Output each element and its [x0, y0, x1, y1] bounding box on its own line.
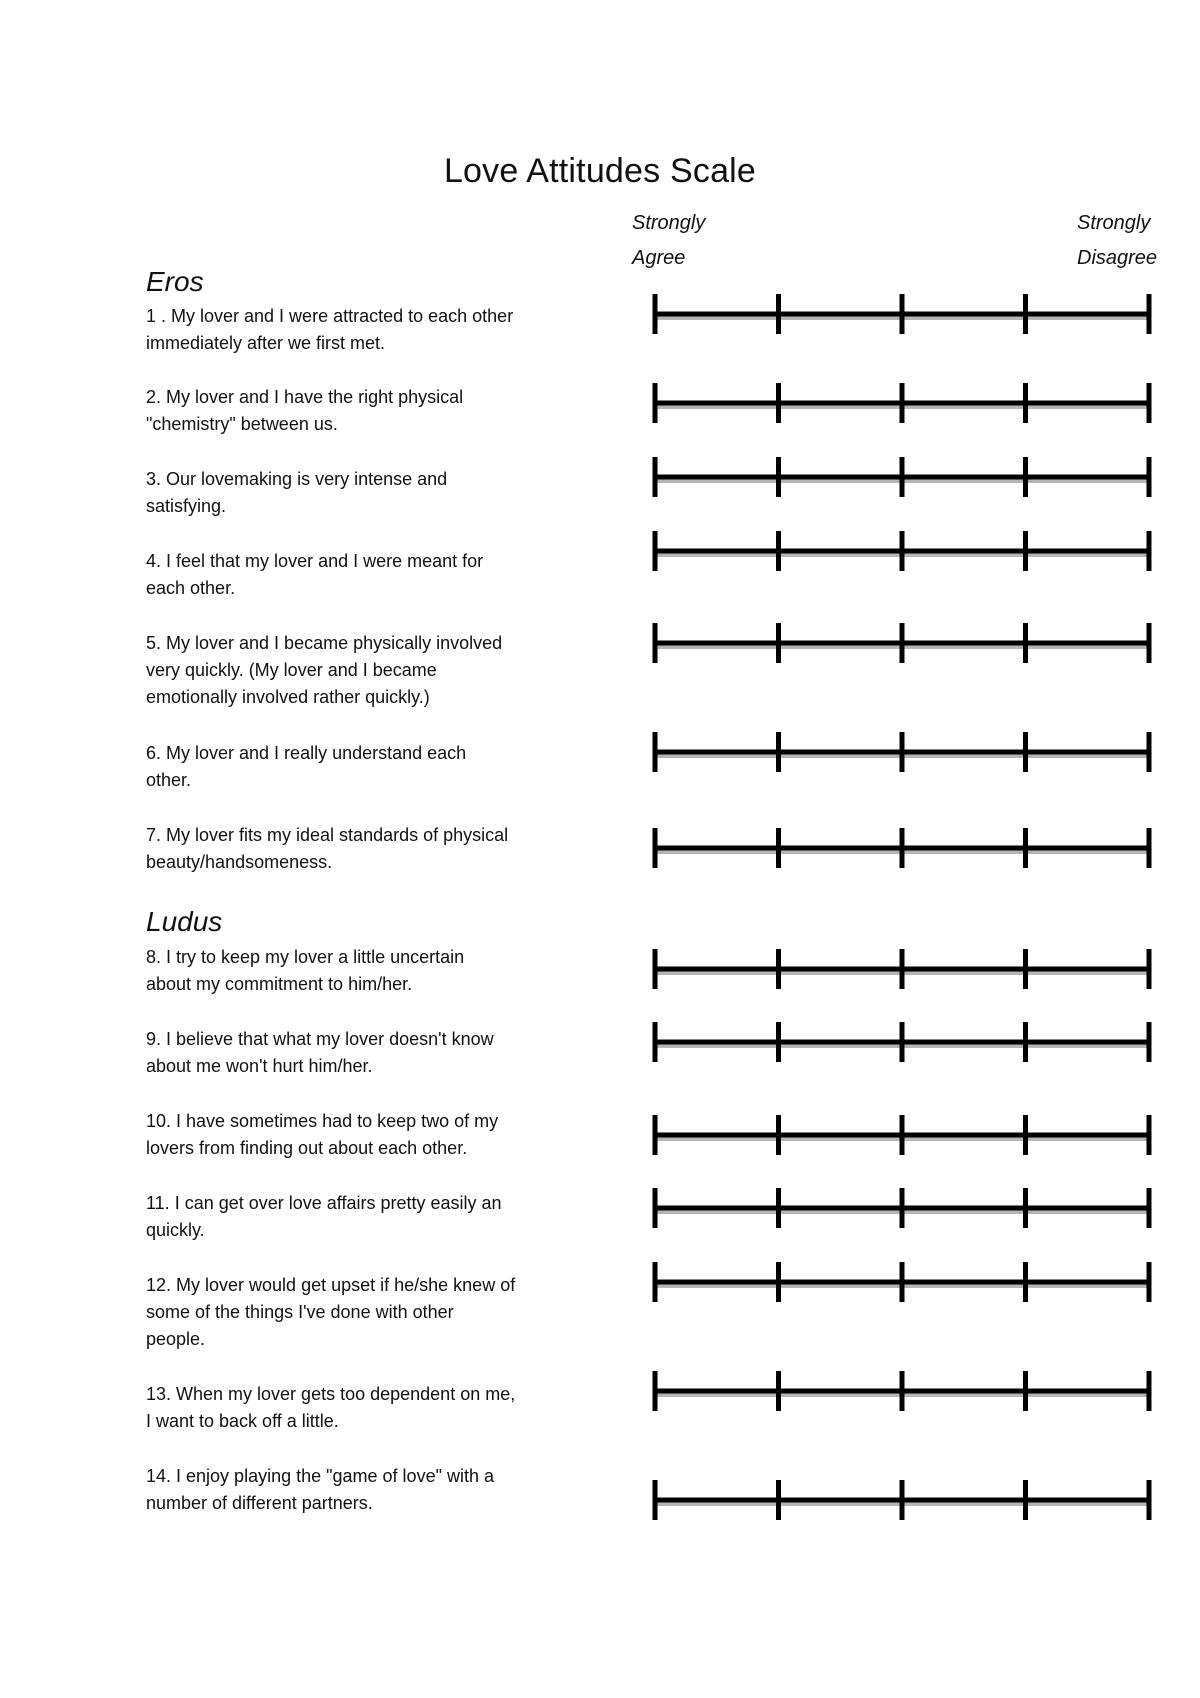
item-6-text: 6. My lover and I really understand each other.	[146, 743, 467, 790]
page-title: Love Attitudes Scale	[443, 152, 757, 190]
scale-graphic	[651, 947, 1153, 991]
item-9-text: 9. I believe that what my lover doesn't know about me won't hurt him/her.	[146, 1029, 494, 1076]
item-12-text: 12. My lover would get upset if he/she knew of some of the things I've done with other people.	[146, 1275, 516, 1349]
item-2-text: 2. My lover and I have the right physical "chemistry" between us.	[146, 387, 464, 434]
item-4-text: 4. I feel that my lover and I were meant for each other.	[146, 551, 484, 598]
rating-scale-6[interactable]	[651, 730, 1153, 774]
item-5-text: 5. My lover and I became physically involved very quickly. (My lover and I became emotionally involved rather quickly.)	[146, 633, 503, 707]
rating-scale-11[interactable]	[651, 1186, 1153, 1230]
scale-graphic	[651, 826, 1153, 870]
rating-scale-14[interactable]	[651, 1478, 1153, 1522]
item-7-text: 7. My lover fits my ideal standards of physical beauty/handsomeness.	[146, 825, 509, 872]
rating-scale-8[interactable]	[651, 947, 1153, 991]
rating-scale-9[interactable]	[651, 1020, 1153, 1064]
section-title-ludus: Ludus	[146, 906, 223, 937]
item-10-text: 10. I have sometimes had to keep two of my lovers from finding out about each other.	[146, 1111, 499, 1158]
rating-scale-7[interactable]	[651, 826, 1153, 870]
scale-graphic	[651, 1113, 1153, 1157]
scale-graphic	[651, 730, 1153, 774]
scale-graphic	[651, 1369, 1153, 1413]
scale-graphic	[651, 1260, 1153, 1304]
rating-scale-12[interactable]	[651, 1260, 1153, 1304]
scale-graphic	[651, 529, 1153, 573]
scale-graphic	[651, 1478, 1153, 1522]
rating-scale-13[interactable]	[651, 1369, 1153, 1413]
scale-graphic	[651, 292, 1153, 336]
item-1-text: 1 . My lover and I were attracted to each other immediately after we first met.	[146, 306, 514, 353]
item-13-text: 13. When my lover gets too dependent on me, I want to back off a little.	[146, 1384, 516, 1431]
scale-graphic	[651, 621, 1153, 665]
scale-graphic	[651, 1020, 1153, 1064]
strongly-disagree-label: Strongly Disagree	[1077, 212, 1158, 269]
rating-scale-10[interactable]	[651, 1113, 1153, 1157]
rating-scale-4[interactable]	[651, 529, 1153, 573]
rating-scale-5[interactable]	[651, 621, 1153, 665]
rating-scale-3[interactable]	[651, 455, 1153, 499]
scale-graphic	[651, 1186, 1153, 1230]
strongly-agree-label: Strongly Agree	[632, 212, 706, 269]
scale-graphic	[651, 455, 1153, 499]
item-8-text: 8. I try to keep my lover a little uncertain about my commitment to him/her.	[146, 947, 465, 994]
item-14-text: 14. I enjoy playing the "game of love" with a number of different partners.	[146, 1466, 494, 1513]
scale-graphic	[651, 381, 1153, 425]
rating-scale-2[interactable]	[651, 381, 1153, 425]
item-3-text: 3. Our lovemaking is very intense and satisfying.	[146, 469, 448, 516]
item-11-text: 11. I can get over love affairs pretty easily an quickly.	[146, 1193, 502, 1240]
rating-scale-1[interactable]	[651, 292, 1153, 336]
section-title-eros: Eros	[146, 266, 204, 297]
